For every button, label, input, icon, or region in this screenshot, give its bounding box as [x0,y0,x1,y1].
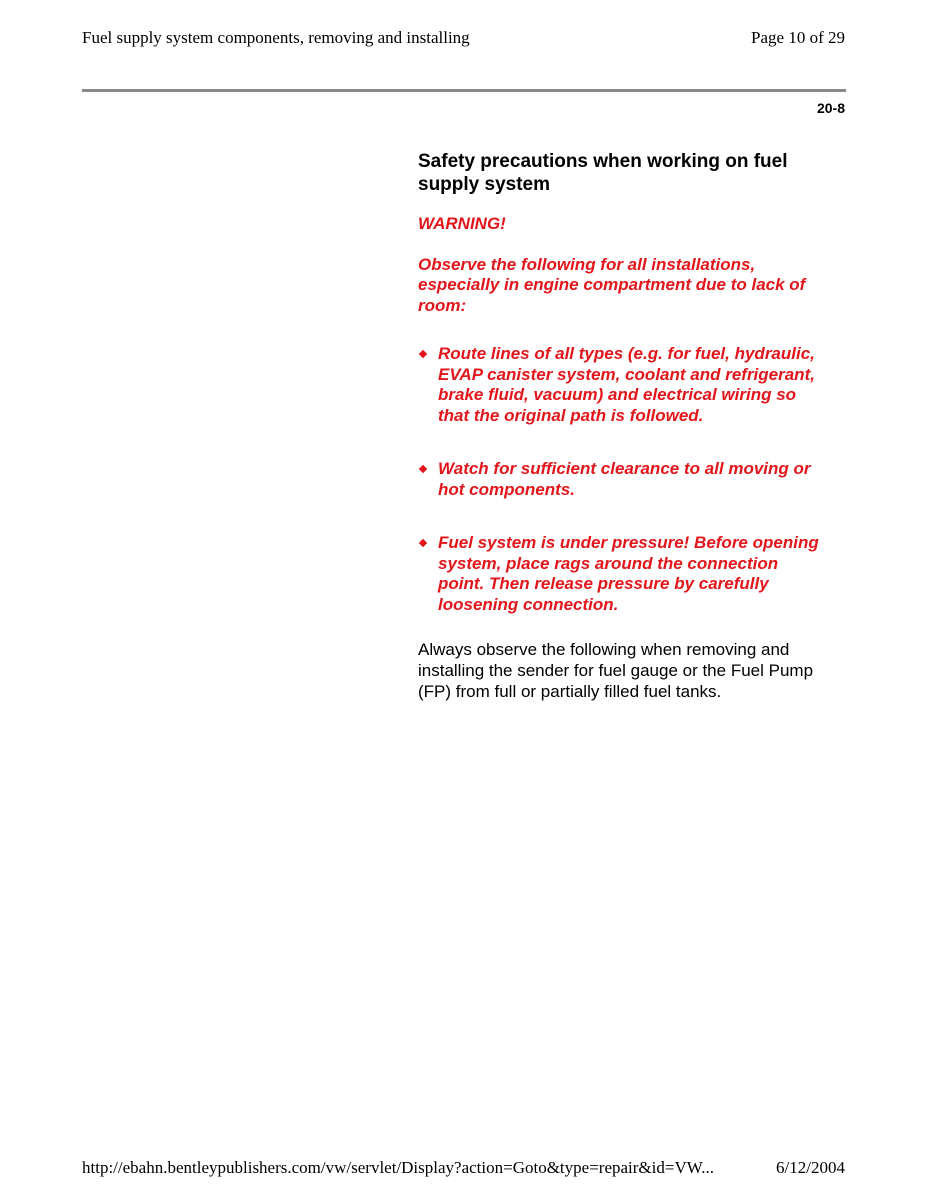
warning-list [418,344,828,615]
list-item [418,459,828,500]
document-title: Fuel supply system components, removing and installing [82,28,470,47]
main-content [418,150,828,702]
footer-url: http://ebahn.bentleypublishers.com/vw/servlet/Display?action=Goto&type=repair&id=VW... [82,1158,714,1177]
list-item-text: Route lines of all types (e.g. for fuel, hydraulic, EVAP canister system, coolant and refrigerant, brake fluid, vacuum) and electrical wiring so that the original path is followed. [438,344,815,425]
header-divider [82,89,846,92]
list-item-text: Watch for sufficient clearance to all moving or hot components. [438,459,811,499]
page-indicator: Page 10 of 29 [751,28,845,47]
list-item-text: Fuel system is under pressure! Before opening system, place rags around the connection point. Then release pressure by carefully loosening connection. [438,533,819,614]
diamond-bullet-icon [419,350,427,358]
warning-label: WARNING! [418,214,506,233]
note-paragraph: Always observe the following when removing and installing the sender for fuel gauge or the Fuel Pump (FP) from full or partially filled fuel tanks. [418,640,814,701]
diamond-bullet-icon [419,539,427,547]
footer-date: 6/12/2004 [776,1158,845,1177]
warning-intro: Observe the following for all installations, especially in engine compartment due to lack of room: [418,254,806,315]
list-item [418,533,828,615]
diamond-bullet-icon [419,465,427,473]
section-page-code: 20-8 [816,100,845,116]
section-heading: Safety precautions when working on fuel supply system [418,151,788,195]
list-item [418,344,828,426]
